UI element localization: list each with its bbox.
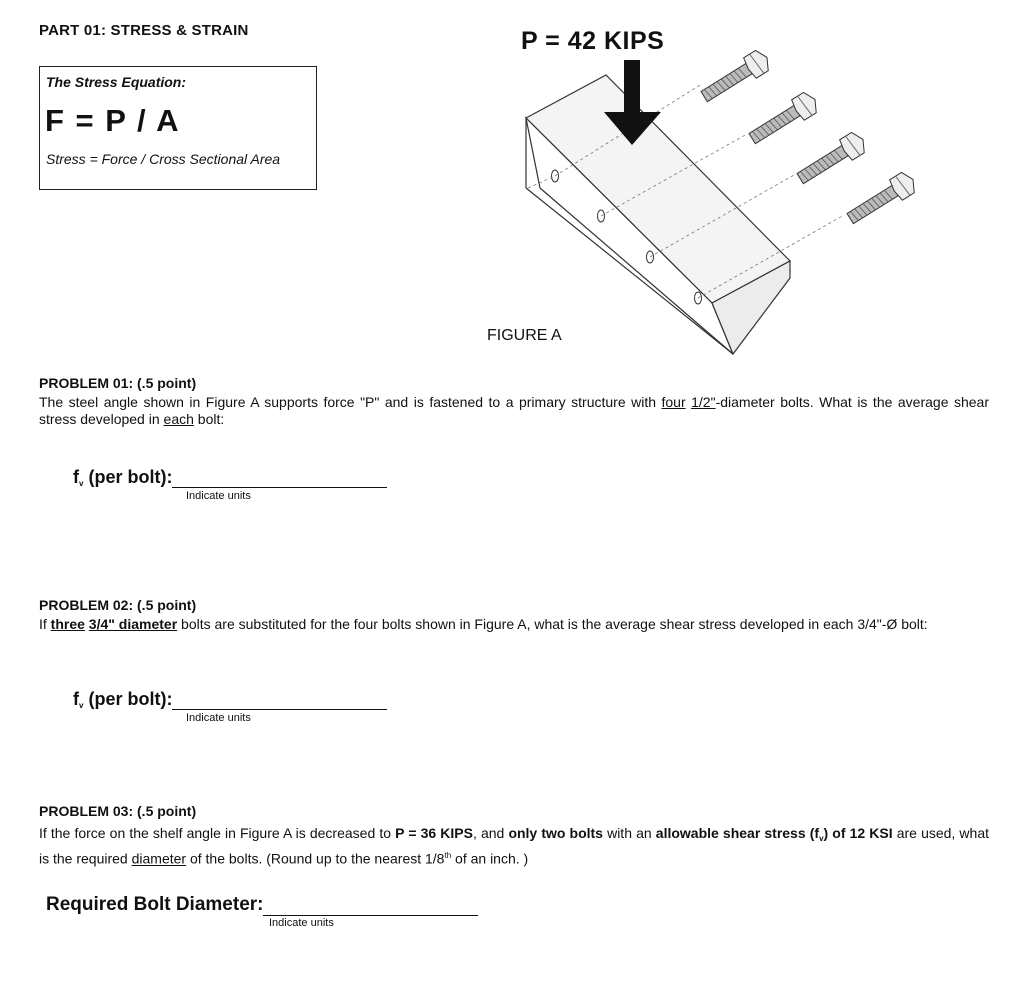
equation-heading: The Stress Equation:: [46, 74, 187, 90]
force-label: P = 42 KIPS: [521, 27, 665, 55]
equation-description: Stress = Force / Cross Sectional Area: [46, 151, 281, 167]
problem-03-answer: Required Bolt Diameter:: [46, 894, 478, 916]
figure-a-illustration: [480, 28, 940, 363]
problem-03-units-hint: Indicate units: [269, 917, 334, 929]
figure-caption: FIGURE A: [487, 327, 562, 344]
problem-03-answer-field[interactable]: [263, 897, 478, 916]
steel-angle: [526, 75, 790, 354]
problem-03-title: PROBLEM 03: (.5 point): [39, 803, 197, 819]
equation-formula: F = P / A: [45, 103, 180, 138]
problem-01-answer-field[interactable]: [172, 469, 387, 488]
problem-01-units-hint: Indicate units: [186, 490, 251, 502]
problem-01-answer: $f_v$ (per bolt):: [73, 467, 387, 488]
problem-03-text: If the force on the shelf angle in Figure A is decreased to P = 36 KIPS, and only two bolts with an allowable shear stress $(f_v)$ of 12 KSI are used, what is the required diameter of the bolts. (Round up to the nearest 1/8th of an inch. ): [39, 825, 989, 867]
problem-02-units-hint: Indicate units: [186, 712, 251, 724]
problem-01-title: PROBLEM 01: (.5 point): [39, 375, 197, 391]
problem-02-text: If three 3/4" diameter bolts are substituted for the four bolts shown in Figure A, what is the average shear stress developed in each 3/4"-Ø bolt:: [39, 616, 928, 632]
problem-02-title: PROBLEM 02: (.5 point): [39, 597, 197, 613]
problem-02-answer-field[interactable]: [172, 691, 387, 710]
problem-02-answer: $f_v$ (per bolt):: [73, 689, 387, 710]
part-title: PART 01: STRESS & STRAIN: [39, 22, 249, 39]
stress-equation-box: [39, 66, 317, 190]
problem-01-text: The steel angle shown in Figure A supports force "P" and is fastened to a primary structure with four 1/2"-diameter bolts. What is the average shear stress developed in each bolt:: [39, 394, 989, 427]
